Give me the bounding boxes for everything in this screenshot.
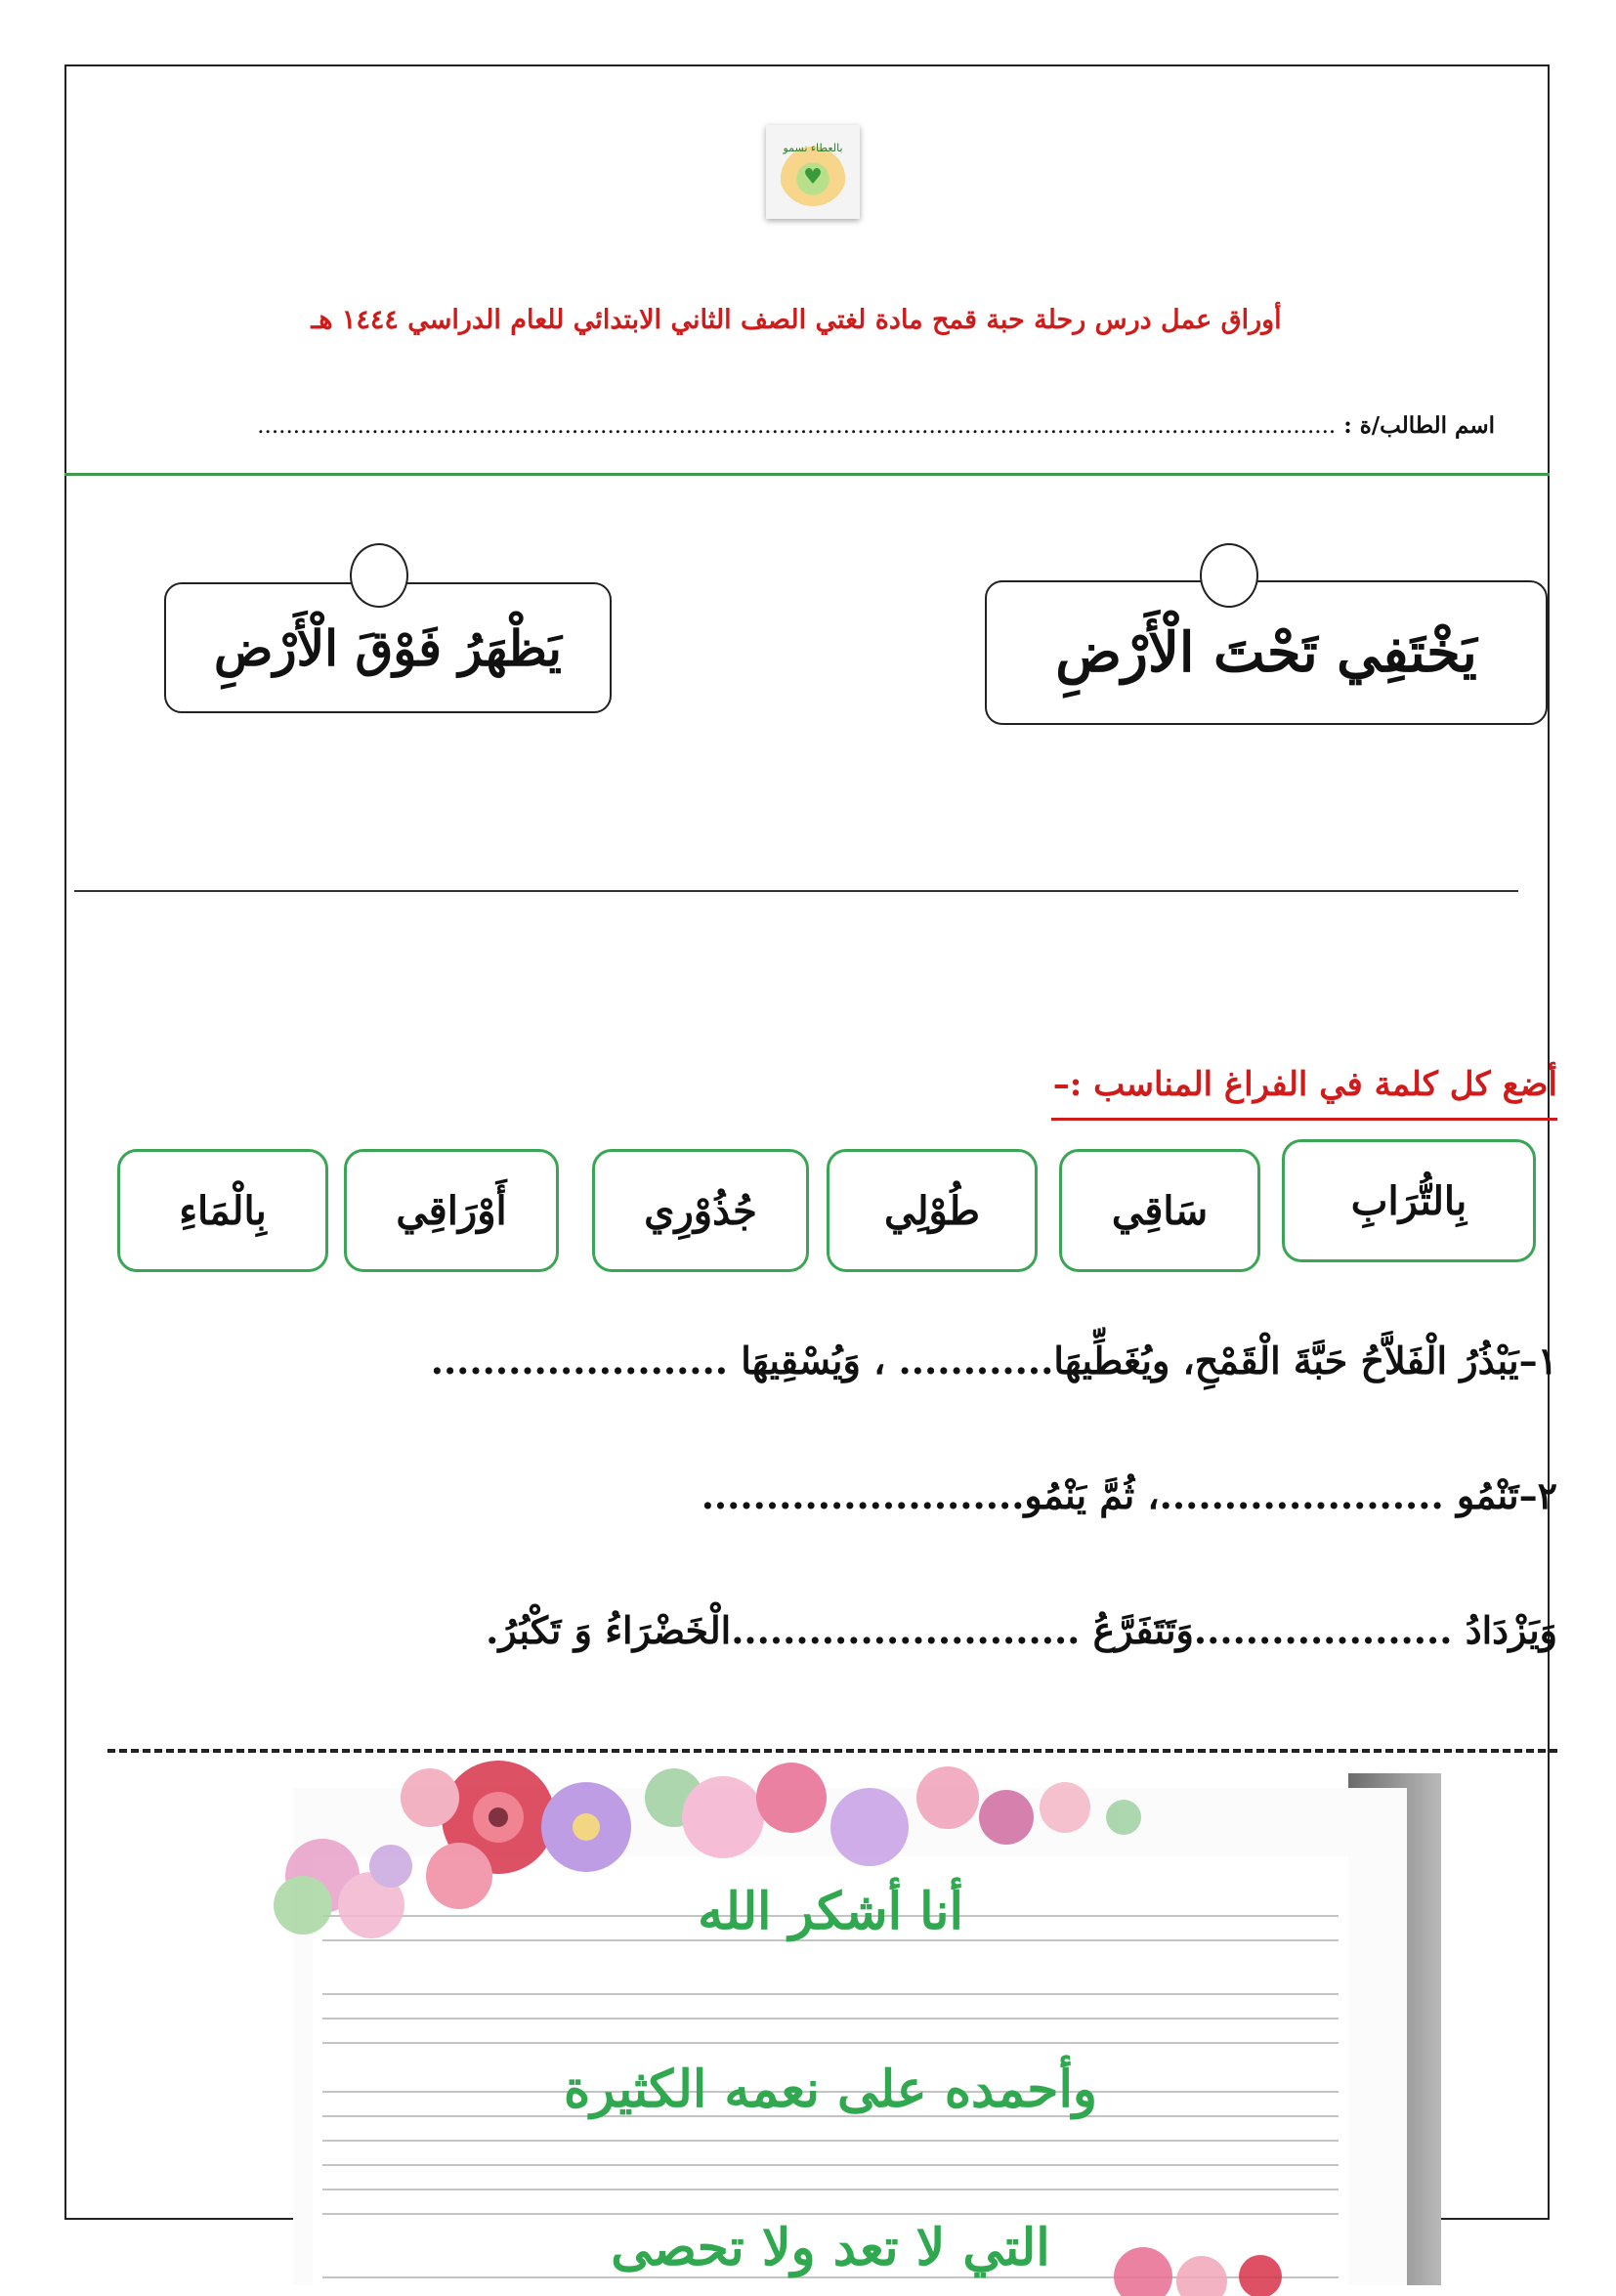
header-divider (64, 473, 1550, 476)
worksheet-title: أوراق عمل درس رحلة حبة قمح مادة لغتي الصف الثاني الابتدائي للعام الدراسي ١٤٤٤ هـ (311, 305, 1282, 335)
fill-sentence-3[interactable]: وَيَزْدَادُ ....................وَتَتَفَرَّعُ ...........................الْخَضْرَاءُ وَ تَكْبُرُ. (486, 1608, 1557, 1652)
student-name-label: اسم الطالب/ة : (1343, 412, 1495, 439)
ruled-line (322, 2140, 1339, 2142)
fill-sentence-2[interactable]: ٢–تَنْمُو ......................، ثُمَّ يَنْمُو......................... (701, 1473, 1557, 1517)
category-box-underground[interactable] (985, 580, 1548, 725)
category-label-underground: يَخْتَفِي تَحْتَ الْأَرْضِ (1055, 620, 1477, 685)
student-name-blank[interactable]: ....................................................................................................................................................... (257, 413, 1337, 439)
word-bank-label: طُوْلِي (883, 1187, 981, 1234)
word-bank-item[interactable] (592, 1149, 809, 1272)
ruled-line (322, 2189, 1339, 2190)
gratitude-line-1: أنا أشكر الله (698, 1882, 963, 1941)
gratitude-line-2: وأحمده على نعمه الكثيرة (563, 2060, 1098, 2119)
ruled-line (322, 2042, 1339, 2044)
word-bank-label: بِالْمَاءِ (179, 1187, 267, 1234)
category-circle-aboveground[interactable] (350, 543, 408, 608)
word-bank-label: سَاقِي (1111, 1187, 1209, 1234)
ruled-line (322, 2018, 1339, 2020)
instruction-underline (1051, 1118, 1557, 1121)
logo-text: بالعطاء نسمو (783, 142, 843, 154)
school-logo (766, 125, 860, 219)
heart-icon: ♥ (803, 165, 823, 190)
word-bank-label: بِالتُّرَابِ (1350, 1177, 1467, 1224)
section-divider (74, 890, 1518, 892)
word-bank-item[interactable] (1282, 1139, 1536, 1262)
fill-sentence-1[interactable]: ١–يَبْذُرُ الْفَلاَّحُ حَبَّةَ الْقَمْحِ، ويُغَطِّيهَا............ ، وَيُسْقِيهَا ....................... (430, 1339, 1557, 1382)
word-bank-item[interactable] (827, 1149, 1038, 1272)
word-bank-item[interactable] (344, 1149, 559, 1272)
ruled-line (322, 1993, 1339, 1995)
logo-emblem (779, 138, 847, 206)
ruled-line (322, 2164, 1339, 2166)
word-bank-label: أَوْرَاقِي (396, 1187, 507, 1234)
word-bank-item[interactable] (117, 1149, 328, 1272)
gratitude-line-3: التي لا تعد ولا تحصى (611, 2218, 1050, 2277)
category-circle-underground[interactable] (1200, 543, 1258, 608)
dashed-separator (107, 1749, 1557, 1753)
word-bank-label: جُذُوْرِي (644, 1187, 757, 1234)
ruled-line (322, 2213, 1339, 2215)
exercise-instruction: أضع كل كلمة في الفراغ المناسب :– (1052, 1065, 1557, 1104)
category-label-aboveground: يَظْهَرُ فَوْقَ الْأَرْضِ (214, 618, 562, 677)
word-bank-item[interactable] (1059, 1149, 1260, 1272)
student-name-row[interactable] (127, 412, 1495, 439)
